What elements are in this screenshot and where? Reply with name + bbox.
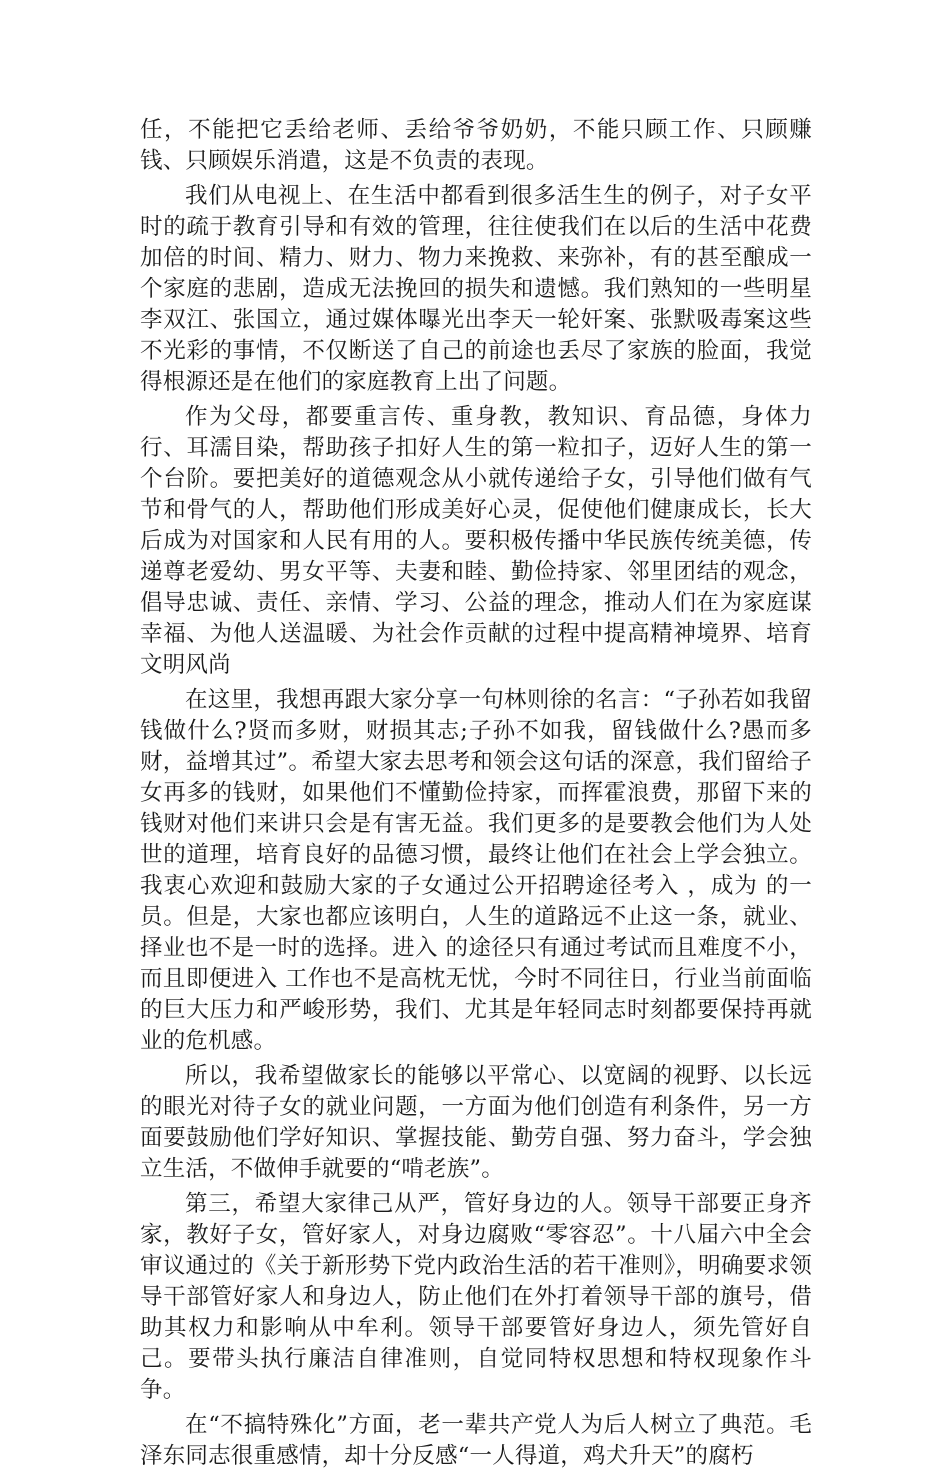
paragraph-7: 在“不搞特殊化”方面，老一辈共产党人为后人树立了典范。毛泽东同志很重感情，却十分反感“一人得道，鸡犬升天”的腐朽 — [140, 1412, 812, 1469]
paragraph-5: 所以，我希望做家长的能够以平常心、以宽阔的视野、以长远的眼光对待子女的就业问题，一方面为他们创造有利条件，另一方面要鼓励他们学好知识、掌握技能、勤劳自强、努力奋斗，学会独立生活，不做伸手就要的“啃老族”。 — [140, 1063, 812, 1182]
document-body — [140, 115, 812, 1476]
paragraph-3: 作为父母，都要重言传、重身教，教知识、育品德，身体力行、耳濡目染，帮助孩子扣好人生的第一粒扣子，迈好人生的第一个台阶。要把美好的道德观念从小就传递给子女，引导他们做有气节和骨气的人，帮助他们形成美好心灵，促使他们健康成长，长大后成为对国家和人民有用的人。要积极传播中华民族传统美德，传递尊老爱幼、男女平等、夫妻和睦、勤俭持家、邻里团结的观念，倡导忠诚、责任、亲情、学习、公益的理念，推动人们在为家庭谋幸福、为他人送温暖、为社会作贡献的过程中提高精神境界、培育文明风尚 — [140, 404, 812, 678]
paragraph-4: 在这里，我想再跟大家分享一句林则徐的名言：“子孙若如我留钱做什么?贤而多财，财损其志;子孙不如我，留钱做什么?愚而多财，益增其过”。希望大家去思考和领会这句话的深意，我们留给子女再多的钱财，如果他们不懂勤俭持家，而挥霍浪费，那留下来的钱财对他们来讲只会是有害无益。我们更多的是要教会他们为人处世的道理，培育良好的品德习惯，最终让他们在社会上学会独立。我衷心欢迎和鼓励大家的子女通过公开招聘途径考入 ，成为 的一员。但是，大家也都应该明白，人生的道路远不止这一条，就业、择业也不是一时的选择。进入 的途径只有通过考试而且难度不小，而且即便进入 工作也不是高枕无忧，今时不同往日，行业当前面临的巨大压力和严峻形势，我们、尤其是年轻同志时刻都要保持再就业的危机感。 — [140, 687, 812, 1054]
paragraph-6: 第三，希望大家律己从严，管好身边的人。领导干部要正身齐家，教好子女，管好家人，对身边腐败“零容忍”。十八届六中全会审议通过的《关于新形势下党内政治生活的若干准则》，明确要求领导干部管好家人和身边人，防止他们在外打着领导干部的旗号，借助其权力和影响从中牟利。领导干部要管好身边人，须先管好自己。要带头执行廉洁自律准则，自觉同特权思想和特权现象作斗争。 — [140, 1191, 812, 1403]
paragraph-1: 任，不能把它丢给老师、丢给爷爷奶奶，不能只顾工作、只顾赚钱、只顾娱乐消遣，这是不负责的表现。 — [140, 117, 812, 174]
paragraph-2: 我们从电视上、在生活中都看到很多活生生的例子，对子女平时的疏于教育引导和有效的管理，往往使我们在以后的生活中花费加倍的时间、精力、财力、物力来挽救、来弥补，有的甚至酿成一个家庭的悲剧，造成无法挽回的损失和遗憾。我们熟知的一些明星李双江、张国立，通过媒体曝光出李天一轮奸案、张默吸毒案这些不光彩的事情，不仅断送了自己的前途也丢尽了家族的脸面，我觉得根源还是在他们的家庭教育上出了问题。 — [140, 183, 812, 395]
